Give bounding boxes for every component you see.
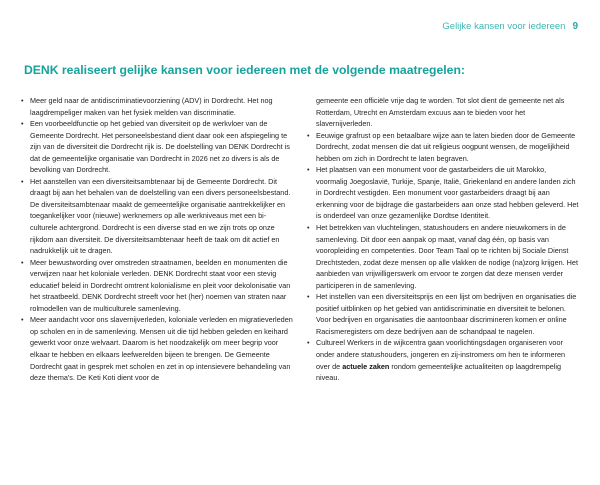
list-item: • Een voorbeeldfunctie op het gebied van diversiteit op de werkvloer van de Gemeente Dordrecht. Het personeelsbestand dient daar ook een afspiegeling te zijn van de diversiteit die Dordrecht rijk is. De doelstelling van DENK Dordrecht is dat de gemeentelijke organisatie van Dordrecht in 2026 net zo divers is als de bevolking van Dordrecht. [21,119,290,175]
bullet-icon: • [21,315,24,325]
running-head [442,21,578,32]
list-item: • Cultureel Werkers in de wijkcentra gaan voorlichtingsdagen organiseren voor onder andere statushouders, jongeren en zij-instromers om hen te informeren over de actuele zaken rondom gemeentelijke actualiteiten op laagdrempelig niveau. [307,338,566,383]
bullet-icon: • [307,338,310,348]
bullet-icon: • [21,176,24,186]
emphasis-text: actuele zaken [342,361,390,371]
list-item: • Het betrekken van vluchtelingen, statushouders en andere nieuwkomers in de samenleving. Dit door een aanpak op maat, vanaf dag één, op basis van vooropleiding en competenties. Door Team Taal op te richten bij Sociale Dienst Drechtsteden, zodat deze mensen op alle vlakken de nodige (na)zorg krijgen. Het aanbieden van vrijwilligerswerk om ervoor te zorgen dat deze mensen verder participeren in de samenleving. [307,223,578,290]
list-item: • Het instellen van een diversiteitsprijs en een lijst om bedrijven en organisaties die positief uitblinken op het gebied van antidiscriminatie en diversiteit te belonen. Voor bedrijven en organisaties die aantoonbaar discrimineren komen er online Racismeregisters om deze bedrijven aan de schandpaal te nagelen. [307,292,577,336]
list-item-continuation: gemeente een officiële vrije dag te worden. Tot slot dient de gemeente net als Rotterdam, Utrecht en Amsterdam excuus aan te bieden voor het slavernijverleden. [316,96,565,129]
right-column [307,95,579,384]
list-item: • Eeuwige grafrust op een betaalbare wijze aan te laten bieden door de Gemeente Dordrecht, zodat mensen die dat uit religieus oogpunt wensen, de mogelijkheid hebben om zich in Dordrecht te laten begraven. [307,130,576,163]
page-number: 9 [572,21,578,32]
bullet-icon: • [307,130,310,140]
left-column [21,95,293,384]
list-item: • Het plaatsen van een monument voor de gastarbeiders die uit Marokko, voormalig Joegoslavië, Turkije, Spanje, Italië, Griekenland en andere landen zich in Dordrecht vestigden. Een monument voor gastarbeiders draagt bij aan erkenning voor de bijdrage die gastarbeiders aan onze stad hebben geleverd. Het is onderdeel van onze gezamenlijke Dordtse Identiteit. [307,165,579,221]
bullet-icon: • [21,119,24,129]
bullet-icon: • [21,96,24,105]
list-item: • Het aanstellen van een diversiteitsambtenaar bij de Gemeente Dordrecht. Dit draagt bij aan het behalen van de doelstelling van een divers personeelsbestand. De diversiteitsambtenaar maakt de gemeentelijke organisatie aantrekkelijker en toegankelijker voor (nieuwe) werknemers op alle werkniveaus met een bi-culturele achtergrond. Dordrecht is een diverse stad en we zijn trots op onze rijkdom aan diversiteit. De diversiteitsambtenaar heeft de taak om dit actief en nadrukkelijk uit te dragen. [21,176,291,256]
running-head-title: Gelijke kansen voor iedereen [442,21,566,32]
list-item: • Meer bewustwording over omstreden straatnamen, beelden en monumenten die verwijzen naar het koloniale verleden. DENK Dordrecht staat voor een stevig educatief beleid in Dordrecht omtrent kolonialisme en pleit voor dekolonisatie van het straatbeeld. DENK Dordrecht streeft voor het (her) noemen van straten naar rolmodellen van de multiculturele samenleving. [21,257,291,313]
bullet-icon: • [307,223,310,233]
bullet-icon: • [307,292,310,302]
bullet-icon: • [307,165,310,175]
bullet-icon: • [21,257,24,267]
section-heading: DENK realiseert gelijke kansen voor iedereen met de volgende maatregelen: [24,63,465,77]
list-item: • Meer aandacht voor ons slavernijverleden, koloniale verleden en migratieverleden op scholen en in de samenleving. Mensen uit die tijd hebben geleden en keihard gewerkt voor onze welvaart. Daarom is het noodzakelijk om meer begrip voor elkaar te hebben en elkaars leefwerelden bijeen te brengen. De Gemeente Dordrecht gaat in gesprek met scholen en zet in op intensievere behandeling van deze thema's. De Keti Koti dient voor de [21,315,293,383]
list-item: • Meer geld naar de antidiscriminatievoorziening (ADV) in Dordrecht. Het nog laagdrempeliger maken van het fysiek melden van discriminatie. [21,96,273,117]
